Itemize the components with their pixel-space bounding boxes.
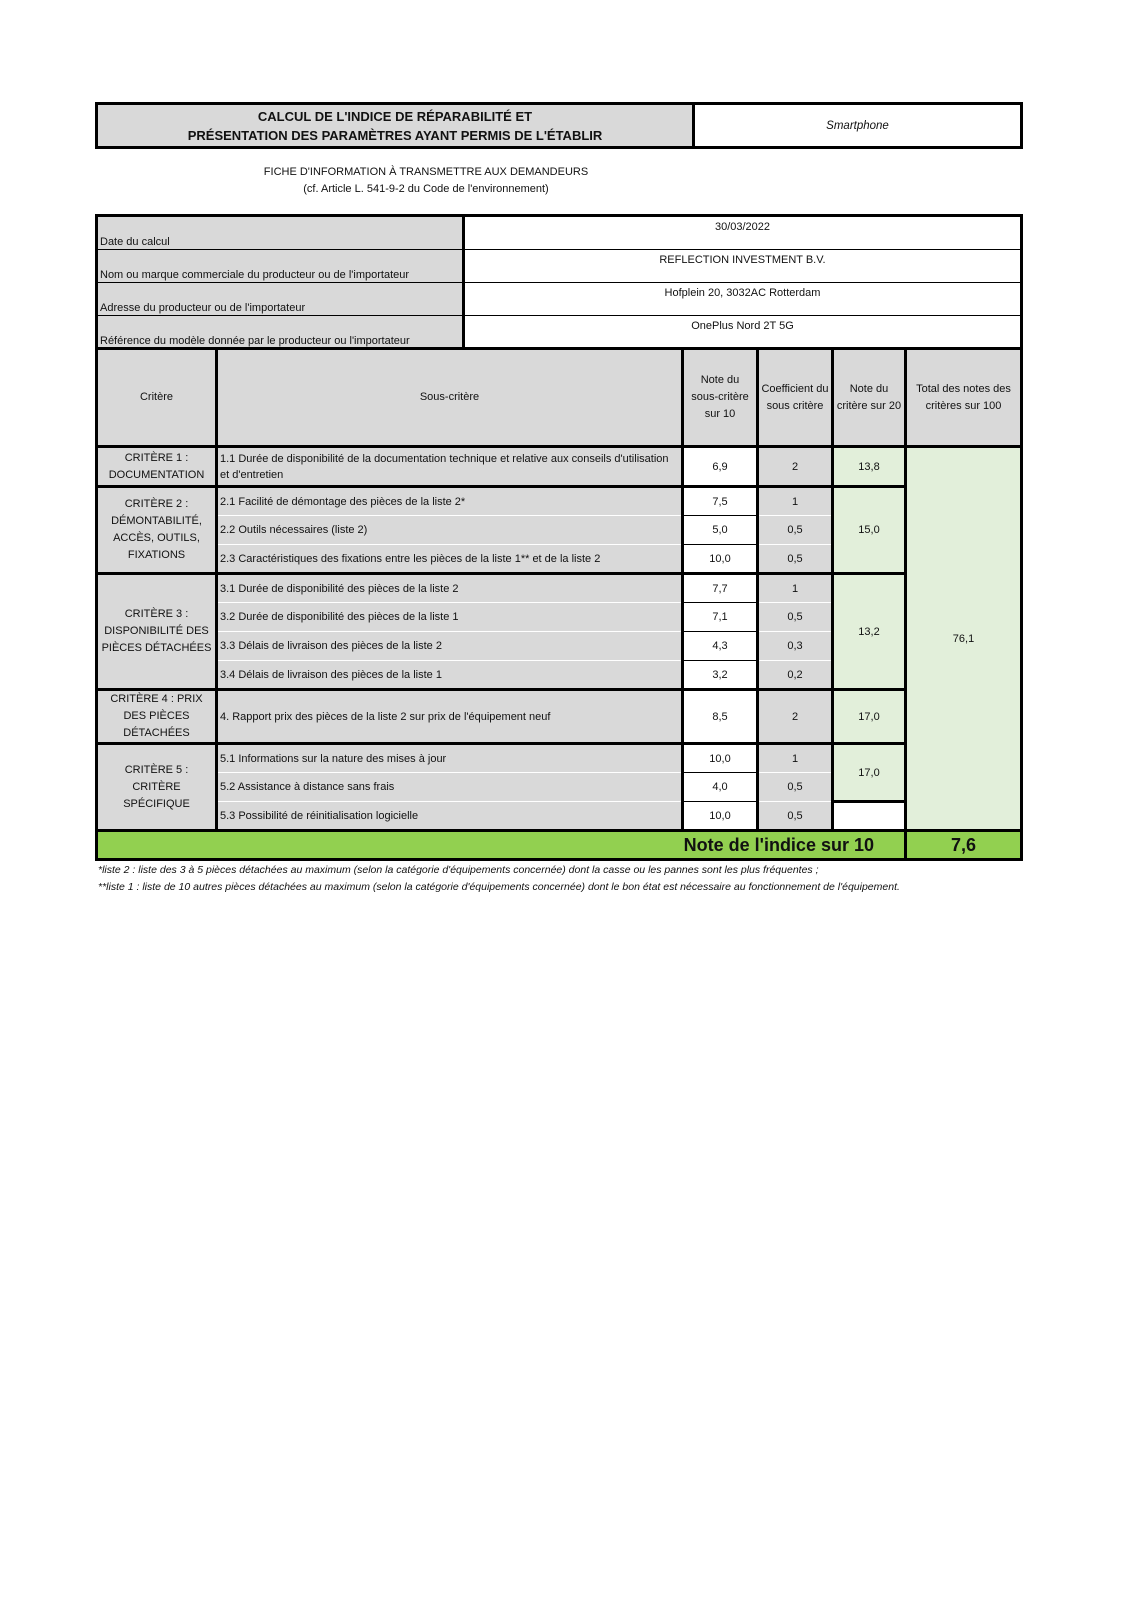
header-note-sous-critere: Note du sous-critère sur 10	[683, 349, 758, 447]
table-row	[97, 574, 1022, 603]
criterion-name: CRITÈRE 4 : PRIX DES PIÈCES DÉTACHÉES	[97, 690, 217, 744]
producer-value: Hofplein 20, 3032AC Rotterdam	[464, 283, 1022, 316]
sub-criterion-label: 1.1 Durée de disponibilité de la documentation technique et relative aux conseils d'utilisation et d'entretien	[217, 447, 683, 487]
sub-criterion-note: 10,0	[683, 802, 758, 831]
footnote-list-1: **liste 1 : liste de 10 autres pièces détachées au maximum (selon la catégorie d'équipements concernée) dont le bon état est nécessaire au fonctionnement de l'équipement.	[98, 881, 900, 893]
sub-criterion-label: 3.4 Délais de livraison des pièces de la liste 1	[217, 661, 683, 690]
table-header-row	[97, 349, 1022, 447]
producer-value: 30/03/2022	[464, 216, 1022, 250]
criterion-name: CRITÈRE 2 : DÉMONTABILITÉ, ACCÈS, OUTILS, FIXATIONS	[97, 487, 217, 574]
header-coefficient: Coefficient du sous critère	[758, 349, 833, 447]
sub-criterion-coefficient: 0,5	[758, 603, 833, 632]
sub-criterion-coefficient: 0,5	[758, 802, 833, 831]
header-box	[95, 102, 1023, 149]
sub-criterion-label: 2.2 Outils nécessaires (liste 2)	[217, 516, 683, 545]
sub-criterion-note: 8,5	[683, 690, 758, 744]
producer-label: Nom ou marque commerciale du producteur ou de l'importateur	[97, 250, 464, 283]
table-row	[97, 744, 1022, 773]
criterion-note-20: 15,0	[833, 487, 906, 574]
sub-criterion-coefficient: 0,5	[758, 545, 833, 574]
producer-row-date	[97, 216, 1022, 250]
empty-cell	[833, 802, 906, 831]
producer-row-model	[97, 316, 1022, 350]
sub-criterion-coefficient: 1	[758, 574, 833, 603]
sub-criterion-note: 4,0	[683, 773, 758, 802]
producer-label: Adresse du producteur ou de l'importateur	[97, 283, 464, 316]
sub-criterion-note: 10,0	[683, 744, 758, 773]
sub-criterion-note: 4,3	[683, 632, 758, 661]
sub-criterion-label: 3.1 Durée de disponibilité des pièces de la liste 2	[217, 574, 683, 603]
sub-criterion-note: 3,2	[683, 661, 758, 690]
producer-info-table	[95, 214, 1023, 351]
criterion-note-20: 17,0	[833, 744, 906, 802]
footnotes	[98, 862, 1028, 896]
sub-criterion-coefficient: 1	[758, 744, 833, 773]
document-title	[98, 105, 695, 146]
criterion-note-20: 17,0	[833, 690, 906, 744]
header-total: Total des notes des critères sur 100	[906, 349, 1022, 447]
sub-criterion-label: 3.2 Durée de disponibilité des pièces de la liste 1	[217, 603, 683, 632]
sub-criterion-label: 5.3 Possibilité de réinitialisation logicielle	[217, 802, 683, 831]
criterion-name: CRITÈRE 3 : DISPONIBILITÉ DES PIÈCES DÉTACHÉES	[97, 574, 217, 690]
criterion-name: CRITÈRE 1 : DOCUMENTATION	[97, 447, 217, 487]
table-row	[97, 487, 1022, 516]
total-notes-100: 76,1	[906, 447, 1022, 831]
criterion-note-20: 13,2	[833, 574, 906, 690]
title-line-1: CALCUL DE L'INDICE DE RÉPARABILITÉ ET	[257, 108, 533, 124]
sub-criterion-label: 2.3 Caractéristiques des fixations entre les pièces de la liste 1** et de la liste 2	[217, 545, 683, 574]
sub-criterion-note: 5,0	[683, 516, 758, 545]
sub-criterion-coefficient: 2	[758, 447, 833, 487]
title-line-2: PRÉSENTATION DES PARAMÈTRES AYANT PERMIS DE L'ÉTABLIR	[187, 127, 603, 143]
producer-value: OnePlus Nord 2T 5G	[464, 316, 1022, 350]
sub-criterion-label: 3.3 Délais de livraison des pièces de la liste 2	[217, 632, 683, 661]
sub-criterion-coefficient: 2	[758, 690, 833, 744]
device-category: Smartphone	[826, 119, 889, 132]
sub-criterion-label: 5.2 Assistance à distance sans frais	[217, 773, 683, 802]
info-sheet-line-2: (cf. Article L. 541-9-2 du Code de l'environnement)	[303, 183, 549, 195]
sub-criterion-coefficient: 0,5	[758, 773, 833, 802]
sub-criterion-label: 5.1 Informations sur la nature des mises à jour	[217, 744, 683, 773]
repairability-table	[95, 347, 1023, 861]
producer-label: Date du calcul	[97, 216, 464, 250]
producer-label: Référence du modèle donnée par le producteur ou l'importateur	[97, 316, 464, 350]
sub-criterion-coefficient: 0,3	[758, 632, 833, 661]
header-sous-critere: Sous-critère	[217, 349, 683, 447]
producer-value: REFLECTION INVESTMENT B.V.	[464, 250, 1022, 283]
sub-criterion-coefficient: 1	[758, 487, 833, 516]
table-row	[97, 802, 1022, 831]
info-sheet-line-1: FICHE D'INFORMATION À TRANSMETTRE AUX DEMANDEURS	[263, 166, 589, 178]
header-critere: Critère	[97, 349, 217, 447]
sub-criterion-coefficient: 0,5	[758, 516, 833, 545]
sub-criterion-note: 6,9	[683, 447, 758, 487]
info-sheet-caption	[0, 164, 1131, 198]
table-row	[97, 690, 1022, 744]
sub-criterion-note: 7,7	[683, 574, 758, 603]
producer-row-name	[97, 250, 1022, 283]
final-score-label: Note de l'indice sur 10	[97, 831, 906, 860]
final-score-row	[97, 831, 1022, 860]
sub-criterion-label: 2.1 Facilité de démontage des pièces de la liste 2*	[217, 487, 683, 516]
sub-criterion-coefficient: 0,2	[758, 661, 833, 690]
producer-row-address	[97, 283, 1022, 316]
header-note-critere: Note du critère sur 20	[833, 349, 906, 447]
criterion-name: CRITÈRE 5 : CRITÈRE SPÉCIFIQUE	[97, 744, 217, 831]
sub-criterion-note: 7,1	[683, 603, 758, 632]
sub-criterion-label: 4. Rapport prix des pièces de la liste 2 sur prix de l'équipement neuf	[217, 690, 683, 744]
sub-criterion-note: 7,5	[683, 487, 758, 516]
footnote-list-2: *liste 2 : liste des 3 à 5 pièces détachées au maximum (selon la catégorie d'équipements concernée) dont la casse ou les pannes sont les plus fréquentes ;	[98, 864, 819, 876]
table-row	[97, 447, 1022, 487]
final-score-value: 7,6	[906, 831, 1022, 860]
criterion-note-20: 13,8	[833, 447, 906, 487]
sub-criterion-note: 10,0	[683, 545, 758, 574]
